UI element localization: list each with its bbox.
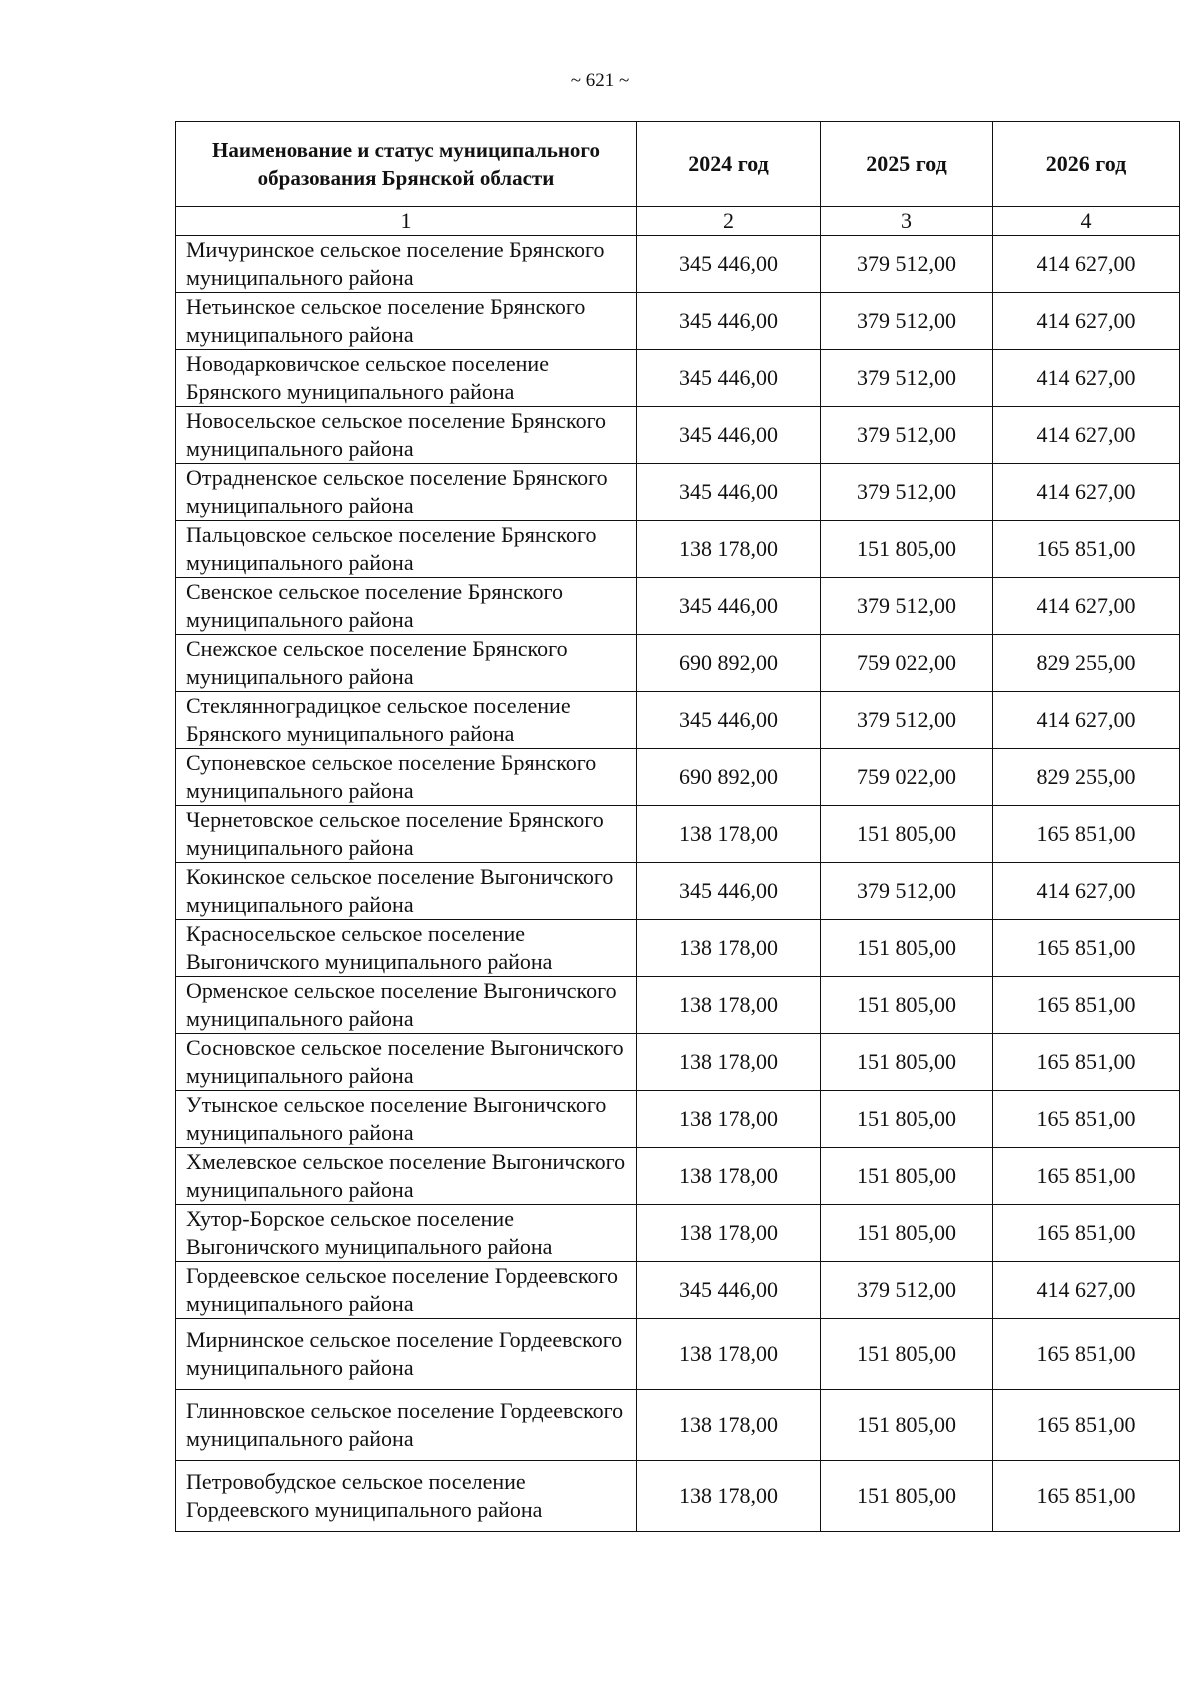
table-row	[176, 464, 1180, 521]
value-2025-cell: 151 805,00	[821, 521, 993, 578]
value-2026-cell: 414 627,00	[993, 1262, 1180, 1319]
table-row	[176, 521, 1180, 578]
value-2024-cell: 345 446,00	[637, 350, 821, 407]
value-2025-cell: 151 805,00	[821, 806, 993, 863]
table-row	[176, 635, 1180, 692]
value-2026-cell: 414 627,00	[993, 863, 1180, 920]
value-2026-cell: 414 627,00	[993, 692, 1180, 749]
header-2025: 2025 год	[821, 122, 993, 207]
allocation-table	[175, 121, 1180, 1532]
value-2026-cell: 165 851,00	[993, 977, 1180, 1034]
value-2024-cell: 345 446,00	[637, 692, 821, 749]
municipality-name-cell: Чернетовское сельское поселение Брянского муниципального района	[176, 806, 637, 863]
municipality-name-cell: Утынское сельское поселение Выгоничского муниципального района	[176, 1091, 637, 1148]
table-row	[176, 1148, 1180, 1205]
value-2025-cell: 379 512,00	[821, 863, 993, 920]
municipality-name-cell: Петровобудское сельское поселение Гордеевского муниципального района	[176, 1461, 637, 1532]
municipality-name-cell: Гордеевское сельское поселение Гордеевского муниципального района	[176, 1262, 637, 1319]
value-2026-cell: 165 851,00	[993, 1390, 1180, 1461]
value-2025-cell: 151 805,00	[821, 1319, 993, 1390]
municipality-name-cell: Хмелевское сельское поселение Выгоничского муниципального района	[176, 1148, 637, 1205]
value-2026-cell: 165 851,00	[993, 1091, 1180, 1148]
municipality-name-cell: Орменское сельское поселение Выгоничского муниципального района	[176, 977, 637, 1034]
value-2024-cell: 138 178,00	[637, 1091, 821, 1148]
value-2026-cell: 165 851,00	[993, 1205, 1180, 1262]
value-2024-cell: 345 446,00	[637, 293, 821, 350]
municipality-name-cell: Мирнинское сельское поселение Гордеевского муниципального района	[176, 1319, 637, 1390]
column-number: 4	[993, 207, 1180, 236]
value-2025-cell: 151 805,00	[821, 1091, 993, 1148]
value-2024-cell: 138 178,00	[637, 920, 821, 977]
table-row	[176, 806, 1180, 863]
table-header-row	[176, 122, 1180, 207]
municipality-name-cell: Стеклянноградицкое сельское поселение Брянского муниципального района	[176, 692, 637, 749]
value-2024-cell: 138 178,00	[637, 521, 821, 578]
value-2026-cell: 165 851,00	[993, 1034, 1180, 1091]
value-2025-cell: 151 805,00	[821, 1034, 993, 1091]
municipality-name-cell: Глинновское сельское поселение Гордеевского муниципального района	[176, 1390, 637, 1461]
value-2024-cell: 138 178,00	[637, 1461, 821, 1532]
value-2026-cell: 165 851,00	[993, 1461, 1180, 1532]
value-2026-cell: 414 627,00	[993, 464, 1180, 521]
value-2026-cell: 414 627,00	[993, 407, 1180, 464]
municipality-name-cell: Новосельское сельское поселение Брянского муниципального района	[176, 407, 637, 464]
value-2026-cell: 829 255,00	[993, 635, 1180, 692]
header-2026: 2026 год	[993, 122, 1180, 207]
value-2026-cell: 165 851,00	[993, 920, 1180, 977]
table-body	[176, 236, 1180, 1532]
value-2025-cell: 151 805,00	[821, 977, 993, 1034]
table-row	[176, 1461, 1180, 1532]
municipality-name-cell: Пальцовское сельское поселение Брянского муниципального района	[176, 521, 637, 578]
value-2024-cell: 345 446,00	[637, 464, 821, 521]
value-2024-cell: 138 178,00	[637, 1319, 821, 1390]
municipality-name-cell: Мичуринское сельское поселение Брянского муниципального района	[176, 236, 637, 293]
value-2024-cell: 345 446,00	[637, 236, 821, 293]
municipality-name-cell: Новодарковичское сельское поселение Брянского муниципального района	[176, 350, 637, 407]
value-2025-cell: 759 022,00	[821, 749, 993, 806]
table-row	[176, 236, 1180, 293]
value-2026-cell: 165 851,00	[993, 806, 1180, 863]
table-row	[176, 692, 1180, 749]
value-2026-cell: 829 255,00	[993, 749, 1180, 806]
value-2024-cell: 138 178,00	[637, 977, 821, 1034]
column-number-row	[176, 207, 1180, 236]
value-2025-cell: 379 512,00	[821, 578, 993, 635]
value-2025-cell: 379 512,00	[821, 236, 993, 293]
value-2025-cell: 151 805,00	[821, 1205, 993, 1262]
value-2024-cell: 138 178,00	[637, 1390, 821, 1461]
table-row	[176, 920, 1180, 977]
municipality-name-cell: Сосновское сельское поселение Выгоничского муниципального района	[176, 1034, 637, 1091]
value-2024-cell: 138 178,00	[637, 1148, 821, 1205]
header-municipality-name: Наименование и статус муниципального образования Брянской области	[176, 122, 637, 207]
page-number: ~ 621 ~	[570, 70, 630, 91]
value-2024-cell: 345 446,00	[637, 407, 821, 464]
column-number: 2	[637, 207, 821, 236]
value-2026-cell: 414 627,00	[993, 236, 1180, 293]
value-2025-cell: 379 512,00	[821, 464, 993, 521]
value-2024-cell: 345 446,00	[637, 578, 821, 635]
header-2024: 2024 год	[637, 122, 821, 207]
municipality-name-cell: Хутор-Борское сельское поселение Выгоничского муниципального района	[176, 1205, 637, 1262]
table-row	[176, 1319, 1180, 1390]
value-2025-cell: 379 512,00	[821, 350, 993, 407]
value-2024-cell: 345 446,00	[637, 863, 821, 920]
table-row	[176, 578, 1180, 635]
municipality-name-cell: Свенское сельское поселение Брянского муниципального района	[176, 578, 637, 635]
value-2024-cell: 138 178,00	[637, 1034, 821, 1091]
municipality-name-cell: Отрадненское сельское поселение Брянского муниципального района	[176, 464, 637, 521]
municipality-name-cell: Красносельское сельское поселение Выгоничского муниципального района	[176, 920, 637, 977]
table-row	[176, 293, 1180, 350]
table-row	[176, 749, 1180, 806]
value-2024-cell: 690 892,00	[637, 749, 821, 806]
table-row	[176, 977, 1180, 1034]
value-2025-cell: 151 805,00	[821, 1461, 993, 1532]
value-2025-cell: 379 512,00	[821, 692, 993, 749]
column-number: 1	[176, 207, 637, 236]
value-2025-cell: 759 022,00	[821, 635, 993, 692]
value-2025-cell: 151 805,00	[821, 1390, 993, 1461]
table-row	[176, 1390, 1180, 1461]
municipality-name-cell: Снежское сельское поселение Брянского муниципального района	[176, 635, 637, 692]
value-2026-cell: 165 851,00	[993, 1319, 1180, 1390]
value-2026-cell: 165 851,00	[993, 1148, 1180, 1205]
value-2024-cell: 138 178,00	[637, 1205, 821, 1262]
municipality-name-cell: Кокинское сельское поселение Выгоничского муниципального района	[176, 863, 637, 920]
value-2025-cell: 151 805,00	[821, 1148, 993, 1205]
column-number: 3	[821, 207, 993, 236]
table-row	[176, 1205, 1180, 1262]
table-row	[176, 1091, 1180, 1148]
value-2025-cell: 151 805,00	[821, 920, 993, 977]
municipality-name-cell: Нетьинское сельское поселение Брянского муниципального района	[176, 293, 637, 350]
value-2025-cell: 379 512,00	[821, 407, 993, 464]
value-2024-cell: 138 178,00	[637, 806, 821, 863]
value-2024-cell: 690 892,00	[637, 635, 821, 692]
table-row	[176, 863, 1180, 920]
value-2025-cell: 379 512,00	[821, 1262, 993, 1319]
municipality-name-cell: Супоневское сельское поселение Брянского муниципального района	[176, 749, 637, 806]
value-2026-cell: 414 627,00	[993, 293, 1180, 350]
value-2024-cell: 345 446,00	[637, 1262, 821, 1319]
value-2026-cell: 414 627,00	[993, 578, 1180, 635]
table-row	[176, 1034, 1180, 1091]
value-2025-cell: 379 512,00	[821, 293, 993, 350]
table-row	[176, 407, 1180, 464]
value-2026-cell: 414 627,00	[993, 350, 1180, 407]
table-row	[176, 350, 1180, 407]
table-row	[176, 1262, 1180, 1319]
value-2026-cell: 165 851,00	[993, 521, 1180, 578]
